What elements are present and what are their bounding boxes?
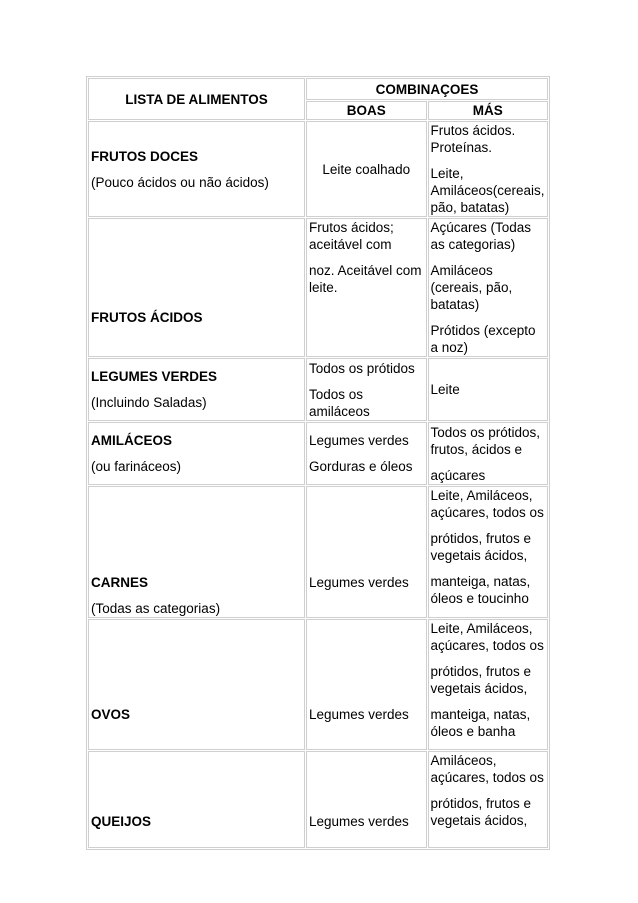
bad-item: Frutos ácidos. Proteínas. <box>430 123 516 155</box>
food-cell <box>88 121 305 217</box>
bad-item: manteiga, natas, óleos e toucinho <box>430 574 531 606</box>
good-item: Legumes verdes <box>309 707 409 722</box>
food-name: OVOS <box>91 707 131 722</box>
good-item: Frutos ácidos; aceitável com <box>309 220 394 252</box>
food-note: (Pouco ácidos ou não ácidos) <box>91 174 269 190</box>
header-row <box>88 78 548 100</box>
combinations-header: COMBINAÇOES <box>306 78 548 100</box>
table-row <box>88 121 548 217</box>
food-name: AMILÁCEOS <box>91 433 172 448</box>
bad-cell <box>428 358 549 421</box>
good-cell <box>306 486 427 618</box>
good-cell <box>306 121 427 217</box>
bad-item: Leite, Amiláceos, açúcares, todos os <box>430 488 544 520</box>
bad-item: Todos os prótidos, frutos, ácidos e <box>430 424 541 457</box>
food-cell <box>88 422 305 485</box>
bad-cell <box>428 422 549 485</box>
bad-item: prótidos, frutos e vegetais ácidos, <box>430 664 532 696</box>
bad-item: manteiga, natas, óleos e banha <box>430 707 531 739</box>
bad-item: Prótidos (excepto a noz) <box>430 323 536 355</box>
food-name: FRUTOS ÁCIDOS <box>91 310 203 325</box>
table-row <box>88 218 548 357</box>
good-item: Gorduras e óleos <box>309 459 413 474</box>
table-row <box>88 751 548 848</box>
bad-item: Leite, Amiláceos(cereais, pão, batatas) <box>430 166 545 215</box>
list-header: LISTA DE ALIMENTOS <box>88 78 305 120</box>
good-cell <box>306 422 427 485</box>
food-name: CARNES <box>91 575 149 590</box>
table-row <box>88 486 548 618</box>
bad-item: Amiláceos (cereais, pão, batatas) <box>430 263 513 312</box>
good-item: Leite coalhado <box>322 161 411 177</box>
food-name: QUEIJOS <box>91 814 152 829</box>
good-cell <box>306 751 427 848</box>
good-item: Legumes verdes <box>309 814 409 829</box>
good-cell <box>306 358 427 421</box>
good-item: Legumes verdes <box>309 575 409 590</box>
food-cell <box>88 218 305 357</box>
good-item: noz. Aceitável com leite. <box>309 263 422 295</box>
good-cell <box>306 218 427 357</box>
bad-item: prótidos, frutos e vegetais ácidos, <box>430 531 532 563</box>
good-item: Todos os prótidos <box>309 360 415 376</box>
good-header: BOAS <box>306 101 427 120</box>
food-cell <box>88 751 305 848</box>
bad-item: açúcares <box>430 467 486 483</box>
food-cell <box>88 358 305 421</box>
bad-header: MÁS <box>428 101 549 120</box>
bad-cell <box>428 751 549 848</box>
food-combination-table <box>86 76 550 850</box>
food-name: LEGUMES VERDES <box>91 369 218 384</box>
bad-cell <box>428 619 549 750</box>
bad-cell <box>428 218 549 357</box>
bad-item: Leite <box>430 382 460 397</box>
food-cell <box>88 619 305 750</box>
table-row <box>88 619 548 750</box>
food-name: FRUTOS DOCES <box>91 148 199 164</box>
good-cell <box>306 619 427 750</box>
bad-item: prótidos, frutos e vegetais ácidos, <box>430 796 532 828</box>
good-item: Legumes verdes <box>309 433 409 448</box>
bad-cell <box>428 121 549 217</box>
table-row <box>88 358 548 421</box>
bad-item: Amiláceos, açúcares, todos os <box>430 753 544 785</box>
bad-cell <box>428 486 549 618</box>
table-row <box>88 422 548 485</box>
food-note: (Incluindo Saladas) <box>91 395 207 410</box>
food-note: (Todas as categorias) <box>91 601 221 616</box>
good-item: Todos os amiláceos <box>309 386 370 419</box>
food-cell <box>88 486 305 618</box>
bad-item: Leite, Amiláceos, açúcares, todos os <box>430 621 544 653</box>
food-note: (ou farináceos) <box>91 459 182 474</box>
bad-item: Açúcares (Todas as categorias) <box>430 220 532 252</box>
